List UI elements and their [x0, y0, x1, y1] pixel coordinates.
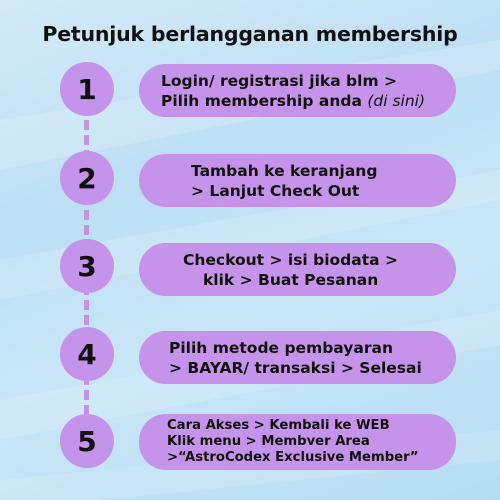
step-3-line-1: Checkout > isi biodata >: [183, 250, 398, 269]
step-2-line-1: Tambah ke keranjang: [191, 161, 378, 180]
step-1-line-1: Login/ registrasi jika blm >: [161, 71, 397, 90]
step-4-line-1: Pilih metode pembayaran: [169, 338, 393, 357]
step-box-5: [139, 414, 456, 470]
step-number-4: 4: [60, 327, 114, 381]
step-5-line-1: Cara Akses > Kembali ke WEB: [167, 418, 390, 433]
step-1-line-2: Pilih membership anda (di sini): [161, 91, 426, 110]
step-box-3: [139, 243, 456, 296]
step-box-2: [139, 154, 456, 207]
step-2-line-2: > Lanjut Check Out: [191, 181, 360, 200]
step-4-line-2: > BAYAR/ transaksi > Selesai: [169, 358, 422, 377]
step-3-line-2: klik > Buat Pesanan: [203, 270, 379, 289]
step-number-1: 1: [60, 62, 114, 116]
step-box-1: [139, 64, 456, 117]
step-5-line-3: >“AstroCodex Exclusive Member”: [167, 450, 419, 465]
step-number-3: 3: [60, 239, 114, 293]
step-number-5: 5: [60, 414, 114, 468]
step-number-2: 2: [60, 151, 114, 205]
here-link[interactable]: (di sini): [367, 91, 426, 110]
step-box-4: [139, 331, 456, 384]
page-title: Petunjuk berlangganan membership: [42, 22, 458, 46]
step-5-line-2: Klik menu > Membver Area: [167, 434, 370, 449]
